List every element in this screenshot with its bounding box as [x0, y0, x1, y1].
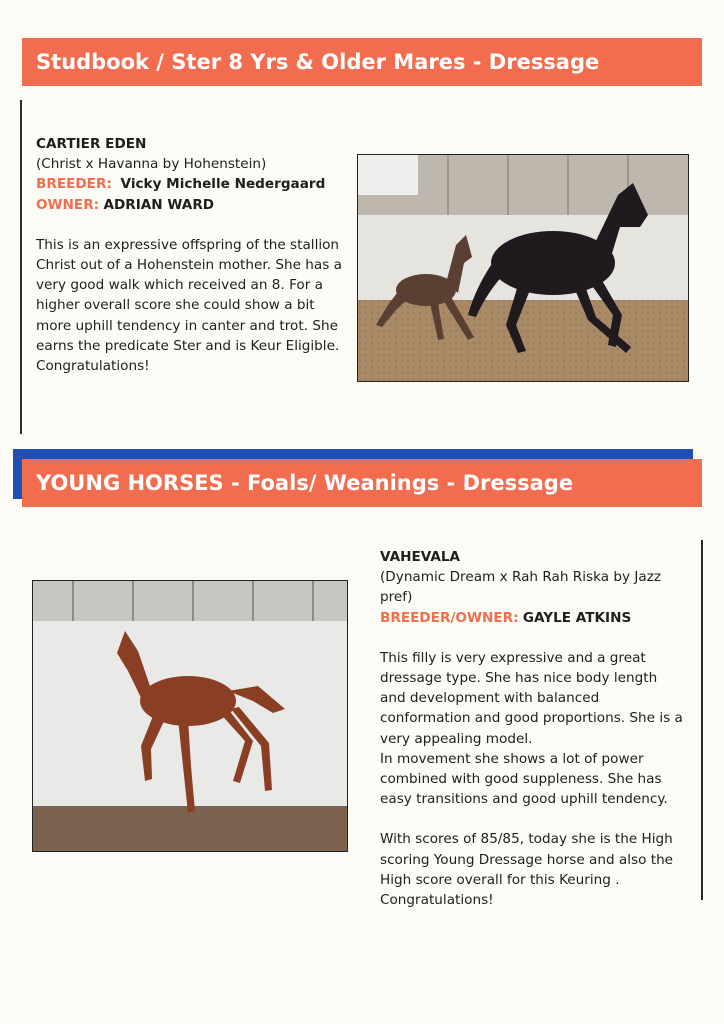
horse-entry-cartier-eden: [36, 134, 348, 376]
breeder-owner-value: GAYLE ATKINS: [522, 609, 632, 626]
photo-chestnut-foal: [32, 580, 348, 852]
description-paragraph-3: With scores of 85/85, today she is the High scoring Young Dressage horse and also the High score overall for this Keuring . Congratulations!: [380, 831, 674, 909]
breeder-value: Vicky Michelle Nedergaard: [120, 176, 326, 193]
horse-entry-vahevala: [380, 547, 686, 910]
divider-line: [701, 540, 703, 900]
description-paragraph-1: This filly is very expressive and a great dressage type. She has nice body length and development with balanced conformation and good proportions. She is a very appealing model.: [380, 649, 683, 747]
breeder-owner-line: [380, 608, 686, 628]
owner-line: [36, 195, 348, 215]
breeder-label: BREEDER:: [36, 176, 112, 193]
pedigree: (Christ x Havanna by Hohenstein): [36, 156, 267, 173]
description: This is an expressive offspring of the stallion Christ out of a Hohenstein mother. She has a very good walk which received an 8. For a higher overall score she could show a bit more uphill tendency in canter and trot. She earns the predicate Ster and is Keur Eligible. Congratulations!: [36, 236, 342, 375]
owner-value: ADRIAN WARD: [103, 196, 215, 213]
pedigree: (Dynamic Dream x Rah Rah Riska by Jazz pref): [380, 569, 661, 606]
section-banner-studbook: Studbook / Ster 8 Yrs & Older Mares - Dressage: [22, 38, 702, 86]
owner-label: OWNER:: [36, 196, 100, 213]
breeder-owner-label: BREEDER/OWNER:: [380, 609, 519, 626]
section-banner-young-horses: YOUNG HORSES - Foals/ Weanings - Dressage: [22, 459, 702, 507]
photo-mare-and-foal: [357, 154, 689, 382]
horse-name: VAHEVALA: [380, 549, 461, 565]
horse-name: CARTIER EDEN: [36, 136, 147, 152]
breeder-line: [36, 174, 348, 194]
description-paragraph-2: In movement she shows a lot of power combined with good suppleness. She has easy transitions and good uphill tendency.: [380, 750, 668, 808]
divider-line: [20, 100, 22, 434]
